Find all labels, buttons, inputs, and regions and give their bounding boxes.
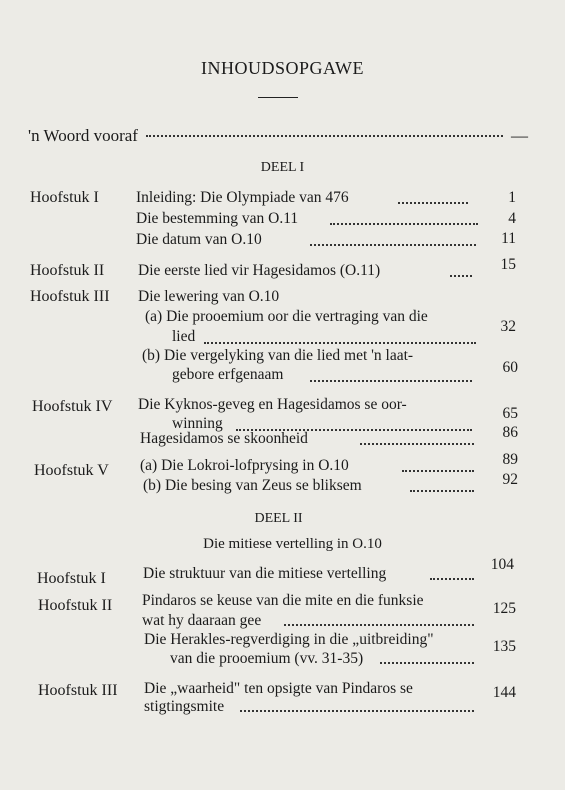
leader-dots [410,490,474,492]
page-number: 89 [502,451,518,468]
page-number: 32 [500,318,516,335]
entry-text: Die struktuur van die mitiese vertelling [143,565,387,582]
entry-text: (b) Die vergelyking van die lied met 'n laat- [142,347,414,364]
page-number: 92 [502,471,518,488]
entry-text: Die eerste lied vir Hagesidamos (O.11) [138,262,381,279]
entry-text: (b) Die besing van Zeus se bliksem [143,477,362,494]
leader-dots [402,470,474,472]
chapter-label: Hoofstuk III [38,682,118,699]
foreword-page: — [511,126,528,145]
page-number: 86 [502,424,518,441]
leader-dots [430,578,474,580]
chapter-label: Hoofstuk I [30,189,99,206]
leader-dots [330,223,478,225]
entry-text: Pindaros se keuse van die mite en die funksie [142,592,424,609]
entry-text: Hagesidamos se skoonheid [140,430,308,447]
part-heading-2: DEEL II [254,511,303,526]
page-number: 144 [492,684,516,701]
entry-text: gebore erfgenaam [172,366,284,383]
title-rule [258,97,298,98]
entry-text: Die bestemming van O.11 [136,210,299,227]
page-number: 135 [492,638,516,655]
chapter-label: Hoofstuk II [30,262,105,279]
chapter-label: Hoofstuk V [34,462,109,479]
part-subheading-2: Die mitiese vertelling in O.10 [203,536,382,552]
chapter-label: Hoofstuk I [37,570,106,587]
leader-dots [360,443,474,445]
page-number: 15 [500,256,516,273]
entry-text: wat hy daaraan gee [142,612,262,629]
page-number: 60 [502,359,518,376]
leader-dots [204,342,476,344]
entry-text: Die Kyknos-geveg en Hagesidamos se oor- [138,396,407,413]
page-title: INHOUDSOPGAWE [200,58,365,78]
leader-dots [240,710,474,712]
entry-text: van die prooemium (vv. 31-35) [170,650,364,667]
leader-dots [450,275,472,277]
page-number: 125 [492,600,516,617]
entry-text: Die lewering van O.10 [138,288,280,305]
leader-dots [398,202,468,204]
entry-text: Die „waarheid" ten opsigte van Pindaros se [144,680,413,697]
page-number: 1 [508,189,516,206]
page-number: 4 [508,210,516,227]
entry-text: Die datum van O.10 [136,231,262,248]
leader-dots [310,244,476,246]
entry-text: winning [172,415,223,432]
leader-dots [284,624,474,626]
leader-dots [310,380,472,382]
chapter-label: Hoofstuk IV [32,398,113,415]
leader-dots [146,135,503,137]
entry-text: stigtingsmite [144,698,225,715]
entry-text: Inleiding: Die Olympiade van 476 [136,189,349,206]
part-heading-1: DEEL I [260,160,305,175]
entry-text: (a) Die Lokroi-lofprysing in O.10 [140,457,349,474]
chapter-label: Hoofstuk II [38,597,113,614]
leader-dots [380,662,474,664]
page-number: 104 [490,556,514,573]
entry-text: (a) Die prooemium oor die vertraging van die [145,308,428,325]
chapter-label: Hoofstuk III [30,288,110,305]
foreword-entry [28,126,528,146]
page-number: 65 [502,405,518,422]
page-number: 11 [501,230,516,247]
entry-text: lied [172,328,196,345]
entry-text: Die Herakles-regverdiging in die „uitbreiding" [144,631,434,648]
foreword-label: 'n Woord vooraf [28,126,138,145]
